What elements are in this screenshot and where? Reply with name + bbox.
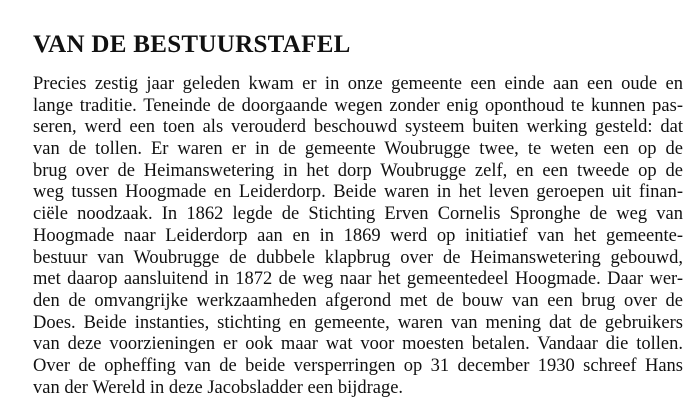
paragraph-line: seren, werd een toen als verouderd beschouwd systeem buiten werking gesteld: dat (33, 117, 683, 138)
paragraph-line: met daarop aansluitend in 1872 de weg naar het gemeentedeel Hoogmade. Daar wer- (33, 269, 683, 290)
paragraph-line: lange traditie. Teneinde de doorgaande wegen zonder enig oponthoud te kunnen pas- (33, 95, 683, 116)
paragraph-line: van de tollen. Er waren er in de gemeente Woubrugge twee, te weten een op de (33, 139, 683, 160)
body-paragraph (33, 74, 683, 399)
paragraph-line: Hoogmade naar Leiderdorp aan en in 1869 werd op initiatief van het gemeente- (33, 225, 683, 246)
paragraph-line: ciële noodzaak. In 1862 legde de Stichting Erven Cornelis Spronghe de weg van (33, 204, 683, 225)
paragraph-line: weg tussen Hoogmade en Leiderdorp. Beide waren in het leven geroepen uit finan- (33, 182, 683, 203)
paragraph-line: Over de opheffing van de beide versperringen op 31 december 1930 schreef Hans (33, 355, 683, 376)
paragraph-line: Precies zestig jaar geleden kwam er in onze gemeente een einde aan een oude en (33, 74, 683, 94)
paragraph-line: van der Wereld in deze Jacobsladder een bijdrage. (33, 377, 404, 398)
paragraph-line: Does. Beide instanties, stichting en gemeente, waren van mening dat de gebruikers (33, 312, 683, 333)
section-heading: VAN DE BESTUURSTAFEL (33, 31, 351, 58)
paragraph-line: bestuur van Woubrugge de dubbele klapbrug over de Heimanswetering gebouwd, (33, 247, 683, 268)
paragraph-line: brug over de Heimanswetering in het dorp Woubrugge zelf, en een tweede op de (33, 160, 683, 181)
paragraph-line: den de omvangrijke werkzaamheden afgerond met de bouw van een brug over de (33, 290, 683, 311)
paragraph-line: van deze voorzieningen er ook maar wat voor moesten betalen. Vandaar die tollen. (33, 334, 683, 355)
